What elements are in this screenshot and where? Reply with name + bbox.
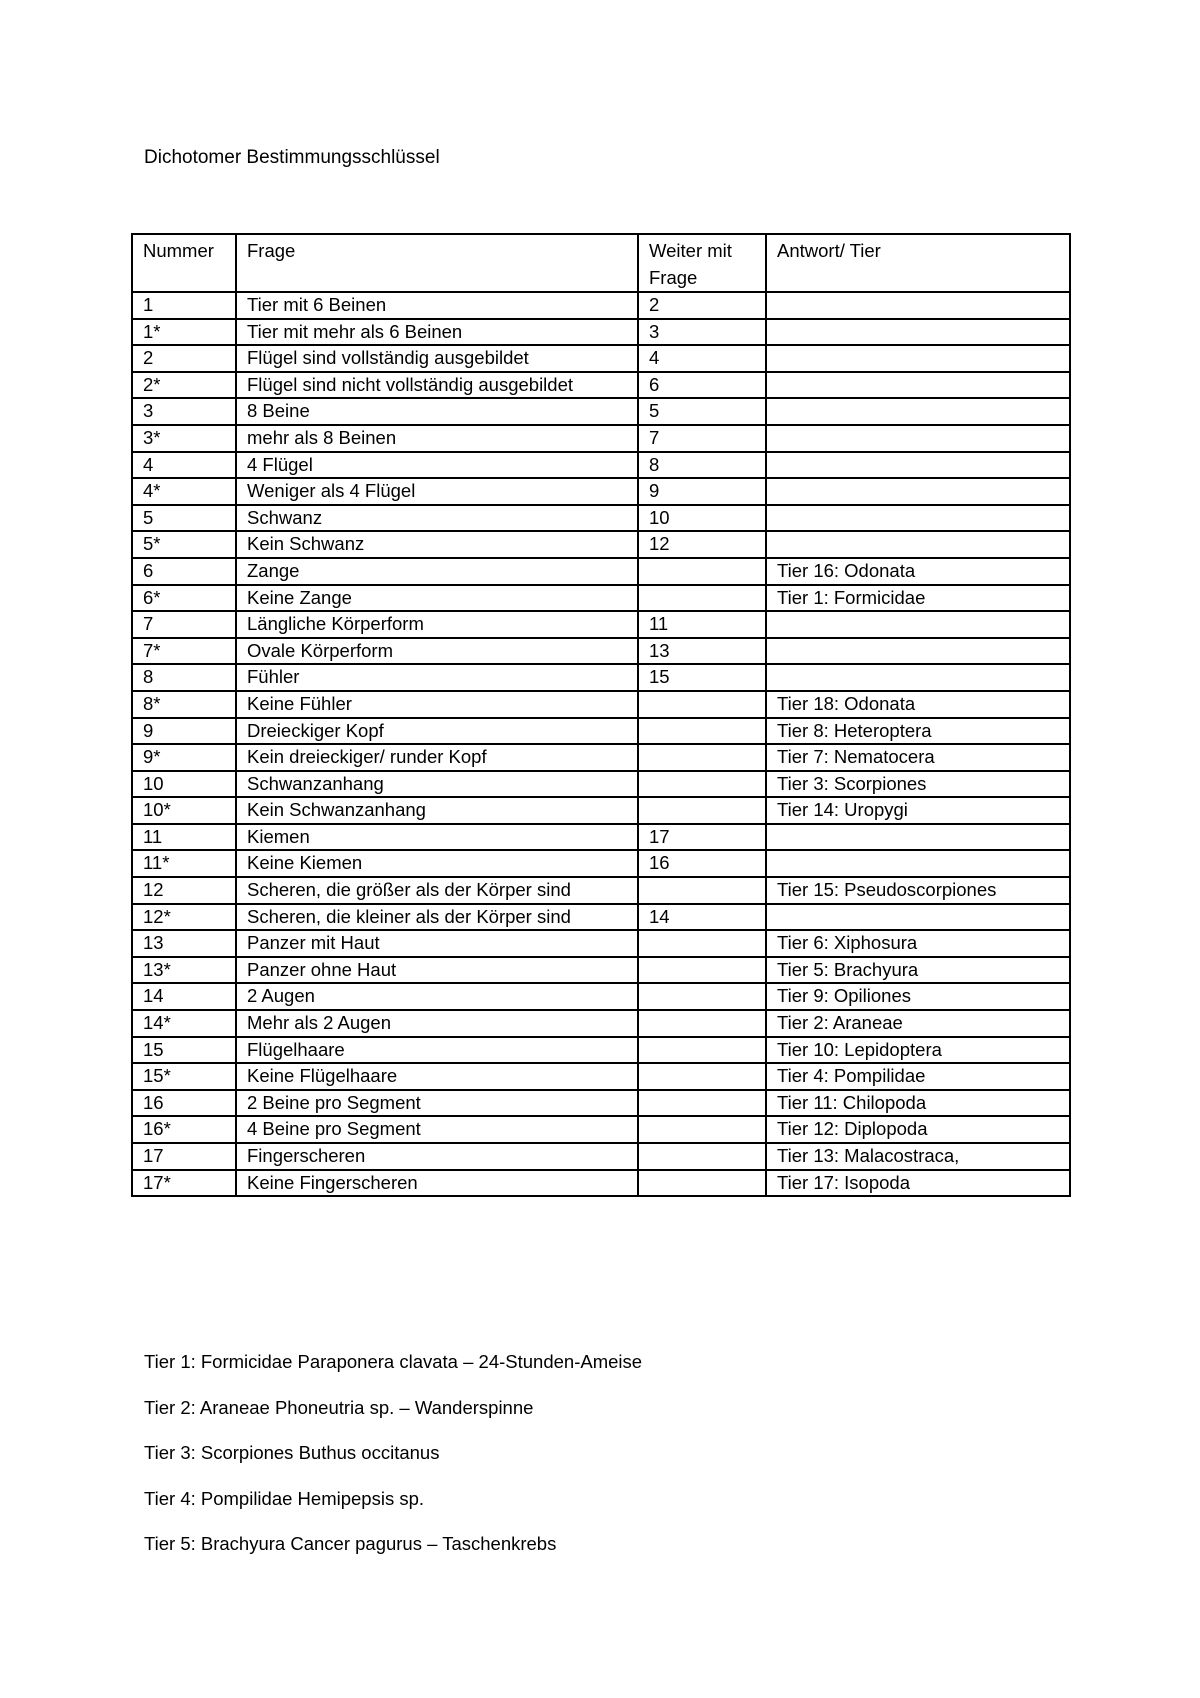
- cell-frage: Fingerscheren: [236, 1143, 638, 1170]
- cell-nummer: 15: [132, 1037, 236, 1064]
- cell-weiter-mit-frage: [638, 744, 766, 771]
- cell-weiter-mit-frage: 15: [638, 664, 766, 691]
- table-row: [132, 1090, 1070, 1117]
- cell-nummer: 10: [132, 771, 236, 798]
- cell-antwort-tier: [766, 478, 1070, 505]
- cell-weiter-mit-frage: [638, 1116, 766, 1143]
- cell-nummer: 16: [132, 1090, 236, 1117]
- cell-nummer: 2: [132, 345, 236, 372]
- table-row: [132, 398, 1070, 425]
- cell-nummer: 9*: [132, 744, 236, 771]
- table-row: [132, 1143, 1070, 1170]
- cell-nummer: 6: [132, 558, 236, 585]
- cell-weiter-mit-frage: 9: [638, 478, 766, 505]
- cell-antwort-tier: [766, 531, 1070, 558]
- cell-antwort-tier: [766, 664, 1070, 691]
- identification-key-table: [131, 233, 1071, 1197]
- table-row: [132, 744, 1070, 771]
- cell-nummer: 4*: [132, 478, 236, 505]
- cell-nummer: 14: [132, 983, 236, 1010]
- cell-weiter-mit-frage: [638, 930, 766, 957]
- cell-nummer: 10*: [132, 797, 236, 824]
- cell-antwort-tier: [766, 611, 1070, 638]
- cell-frage: Keine Zange: [236, 585, 638, 612]
- cell-frage: Dreieckiger Kopf: [236, 718, 638, 745]
- header-antwort-tier: Antwort/ Tier: [766, 234, 1070, 292]
- cell-weiter-mit-frage: [638, 1170, 766, 1197]
- cell-frage: 4 Beine pro Segment: [236, 1116, 638, 1143]
- cell-frage: Weniger als 4 Flügel: [236, 478, 638, 505]
- cell-weiter-mit-frage: 10: [638, 505, 766, 532]
- cell-antwort-tier: Tier 9: Opiliones: [766, 983, 1070, 1010]
- cell-frage: Keine Flügelhaare: [236, 1063, 638, 1090]
- cell-nummer: 16*: [132, 1116, 236, 1143]
- table-row: [132, 478, 1070, 505]
- cell-antwort-tier: Tier 7: Nematocera: [766, 744, 1070, 771]
- cell-weiter-mit-frage: 8: [638, 452, 766, 479]
- cell-nummer: 4: [132, 452, 236, 479]
- cell-antwort-tier: Tier 12: Diplopoda: [766, 1116, 1070, 1143]
- table-row: [132, 1170, 1070, 1197]
- table-row: [132, 345, 1070, 372]
- table-row: [132, 850, 1070, 877]
- cell-weiter-mit-frage: 11: [638, 611, 766, 638]
- cell-frage: 2 Beine pro Segment: [236, 1090, 638, 1117]
- cell-frage: Schwanzanhang: [236, 771, 638, 798]
- table-row: [132, 558, 1070, 585]
- animal-entry: Tier 3: Scorpiones Buthus occitanus: [144, 1442, 440, 1463]
- cell-antwort-tier: Tier 2: Araneae: [766, 1010, 1070, 1037]
- cell-weiter-mit-frage: 6: [638, 372, 766, 399]
- cell-antwort-tier: Tier 11: Chilopoda: [766, 1090, 1070, 1117]
- cell-antwort-tier: [766, 372, 1070, 399]
- cell-nummer: 2*: [132, 372, 236, 399]
- cell-frage: Keine Fühler: [236, 691, 638, 718]
- animal-entry: Tier 5: Brachyura Cancer pagurus – Taschenkrebs: [144, 1533, 557, 1554]
- cell-nummer: 9: [132, 718, 236, 745]
- cell-antwort-tier: [766, 425, 1070, 452]
- cell-nummer: 7: [132, 611, 236, 638]
- table-header-row: [132, 234, 1070, 292]
- cell-frage: Ovale Körperform: [236, 638, 638, 665]
- table-row: [132, 638, 1070, 665]
- cell-frage: Panzer ohne Haut: [236, 957, 638, 984]
- cell-frage: Kiemen: [236, 824, 638, 851]
- table-row: [132, 531, 1070, 558]
- cell-nummer: 11*: [132, 850, 236, 877]
- cell-antwort-tier: Tier 14: Uropygi: [766, 797, 1070, 824]
- table-row: [132, 957, 1070, 984]
- table-row: [132, 611, 1070, 638]
- cell-nummer: 13*: [132, 957, 236, 984]
- cell-frage: Flügel sind vollständig ausgebildet: [236, 345, 638, 372]
- cell-nummer: 12: [132, 877, 236, 904]
- cell-antwort-tier: [766, 904, 1070, 931]
- cell-antwort-tier: [766, 398, 1070, 425]
- cell-nummer: 13: [132, 930, 236, 957]
- table-row: [132, 1116, 1070, 1143]
- cell-frage: Kein Schwanzanhang: [236, 797, 638, 824]
- table-row: [132, 983, 1070, 1010]
- table-row: [132, 718, 1070, 745]
- cell-antwort-tier: [766, 292, 1070, 319]
- cell-nummer: 1: [132, 292, 236, 319]
- animal-entry: Tier 1: Formicidae Paraponera clavata – 24-Stunden-Ameise: [144, 1351, 643, 1372]
- header-frage: Frage: [236, 234, 638, 292]
- cell-antwort-tier: Tier 4: Pompilidae: [766, 1063, 1070, 1090]
- cell-frage: Kein dreieckiger/ runder Kopf: [236, 744, 638, 771]
- cell-frage: Tier mit 6 Beinen: [236, 292, 638, 319]
- cell-weiter-mit-frage: [638, 1090, 766, 1117]
- header-weiter-mit-frage: Weiter mit Frage: [638, 234, 766, 292]
- cell-weiter-mit-frage: [638, 983, 766, 1010]
- table-body: [132, 292, 1070, 1196]
- cell-frage: Schwanz: [236, 505, 638, 532]
- cell-nummer: 3: [132, 398, 236, 425]
- cell-weiter-mit-frage: [638, 558, 766, 585]
- cell-frage: Flügel sind nicht vollständig ausgebildet: [236, 372, 638, 399]
- cell-weiter-mit-frage: [638, 585, 766, 612]
- table-row: [132, 372, 1070, 399]
- cell-weiter-mit-frage: 2: [638, 292, 766, 319]
- cell-weiter-mit-frage: [638, 877, 766, 904]
- cell-frage: Keine Kiemen: [236, 850, 638, 877]
- cell-antwort-tier: Tier 13: Malacostraca,: [766, 1143, 1070, 1170]
- cell-frage: Scheren, die kleiner als der Körper sind: [236, 904, 638, 931]
- cell-nummer: 11: [132, 824, 236, 851]
- table-row: [132, 1063, 1070, 1090]
- animal-entry: Tier 4: Pompilidae Hemipepsis sp.: [144, 1487, 425, 1509]
- cell-frage: Panzer mit Haut: [236, 930, 638, 957]
- cell-nummer: 3*: [132, 425, 236, 452]
- cell-antwort-tier: [766, 824, 1070, 851]
- cell-nummer: 12*: [132, 904, 236, 931]
- cell-weiter-mit-frage: 17: [638, 824, 766, 851]
- table-row: [132, 292, 1070, 319]
- cell-weiter-mit-frage: 12: [638, 531, 766, 558]
- cell-antwort-tier: Tier 18: Odonata: [766, 691, 1070, 718]
- cell-antwort-tier: [766, 452, 1070, 479]
- cell-frage: 4 Flügel: [236, 452, 638, 479]
- cell-antwort-tier: Tier 17: Isopoda: [766, 1170, 1070, 1197]
- animal-entry: Tier 2: Araneae Phoneutria sp. – Wanderspinne: [144, 1396, 534, 1418]
- table-row: [132, 1010, 1070, 1037]
- cell-weiter-mit-frage: [638, 691, 766, 718]
- table-row: [132, 319, 1070, 346]
- cell-weiter-mit-frage: 4: [638, 345, 766, 372]
- cell-nummer: 14*: [132, 1010, 236, 1037]
- cell-frage: Keine Fingerscheren: [236, 1170, 638, 1197]
- cell-frage: Zange: [236, 558, 638, 585]
- cell-weiter-mit-frage: [638, 771, 766, 798]
- cell-antwort-tier: Tier 8: Heteroptera: [766, 718, 1070, 745]
- table-row: [132, 452, 1070, 479]
- table-row: [132, 904, 1070, 931]
- cell-frage: Längliche Körperform: [236, 611, 638, 638]
- cell-antwort-tier: Tier 16: Odonata: [766, 558, 1070, 585]
- table-row: [132, 877, 1070, 904]
- cell-weiter-mit-frage: 16: [638, 850, 766, 877]
- cell-antwort-tier: [766, 345, 1070, 372]
- cell-weiter-mit-frage: [638, 957, 766, 984]
- cell-frage: Scheren, die größer als der Körper sind: [236, 877, 638, 904]
- table-row: [132, 1037, 1070, 1064]
- cell-weiter-mit-frage: [638, 1063, 766, 1090]
- cell-frage: Fühler: [236, 664, 638, 691]
- table-row: [132, 691, 1070, 718]
- table-row: [132, 585, 1070, 612]
- table-row: [132, 664, 1070, 691]
- cell-nummer: 5: [132, 505, 236, 532]
- cell-antwort-tier: Tier 6: Xiphosura: [766, 930, 1070, 957]
- cell-weiter-mit-frage: [638, 718, 766, 745]
- cell-frage: Mehr als 2 Augen: [236, 1010, 638, 1037]
- cell-antwort-tier: [766, 638, 1070, 665]
- cell-antwort-tier: Tier 15: Pseudoscorpiones: [766, 877, 1070, 904]
- cell-antwort-tier: [766, 319, 1070, 346]
- cell-nummer: 5*: [132, 531, 236, 558]
- cell-weiter-mit-frage: 13: [638, 638, 766, 665]
- cell-frage: 2 Augen: [236, 983, 638, 1010]
- cell-nummer: 6*: [132, 585, 236, 612]
- cell-nummer: 15*: [132, 1063, 236, 1090]
- cell-antwort-tier: [766, 505, 1070, 532]
- cell-nummer: 17*: [132, 1170, 236, 1197]
- cell-antwort-tier: Tier 3: Scorpiones: [766, 771, 1070, 798]
- cell-frage: Kein Schwanz: [236, 531, 638, 558]
- cell-frage: Flügelhaare: [236, 1037, 638, 1064]
- cell-weiter-mit-frage: 5: [638, 398, 766, 425]
- cell-weiter-mit-frage: [638, 1037, 766, 1064]
- table-row: [132, 824, 1070, 851]
- header-nummer: Nummer: [132, 234, 236, 292]
- table-row: [132, 930, 1070, 957]
- cell-antwort-tier: Tier 5: Brachyura: [766, 957, 1070, 984]
- cell-nummer: 1*: [132, 319, 236, 346]
- page-title: Dichotomer Bestimmungsschlüssel: [144, 147, 440, 168]
- table-row: [132, 797, 1070, 824]
- cell-antwort-tier: Tier 10: Lepidoptera: [766, 1037, 1070, 1064]
- table-row: [132, 425, 1070, 452]
- cell-weiter-mit-frage: 7: [638, 425, 766, 452]
- cell-nummer: 8: [132, 664, 236, 691]
- cell-nummer: 17: [132, 1143, 236, 1170]
- cell-frage: mehr als 8 Beinen: [236, 425, 638, 452]
- table-row: [132, 505, 1070, 532]
- cell-nummer: 8*: [132, 691, 236, 718]
- cell-antwort-tier: [766, 850, 1070, 877]
- cell-weiter-mit-frage: [638, 797, 766, 824]
- cell-nummer: 7*: [132, 638, 236, 665]
- cell-weiter-mit-frage: [638, 1010, 766, 1037]
- cell-weiter-mit-frage: [638, 1143, 766, 1170]
- table-row: [132, 771, 1070, 798]
- cell-frage: 8 Beine: [236, 398, 638, 425]
- cell-weiter-mit-frage: 14: [638, 904, 766, 931]
- cell-frage: Tier mit mehr als 6 Beinen: [236, 319, 638, 346]
- cell-weiter-mit-frage: 3: [638, 319, 766, 346]
- animal-list: [144, 1350, 642, 1578]
- cell-antwort-tier: Tier 1: Formicidae: [766, 585, 1070, 612]
